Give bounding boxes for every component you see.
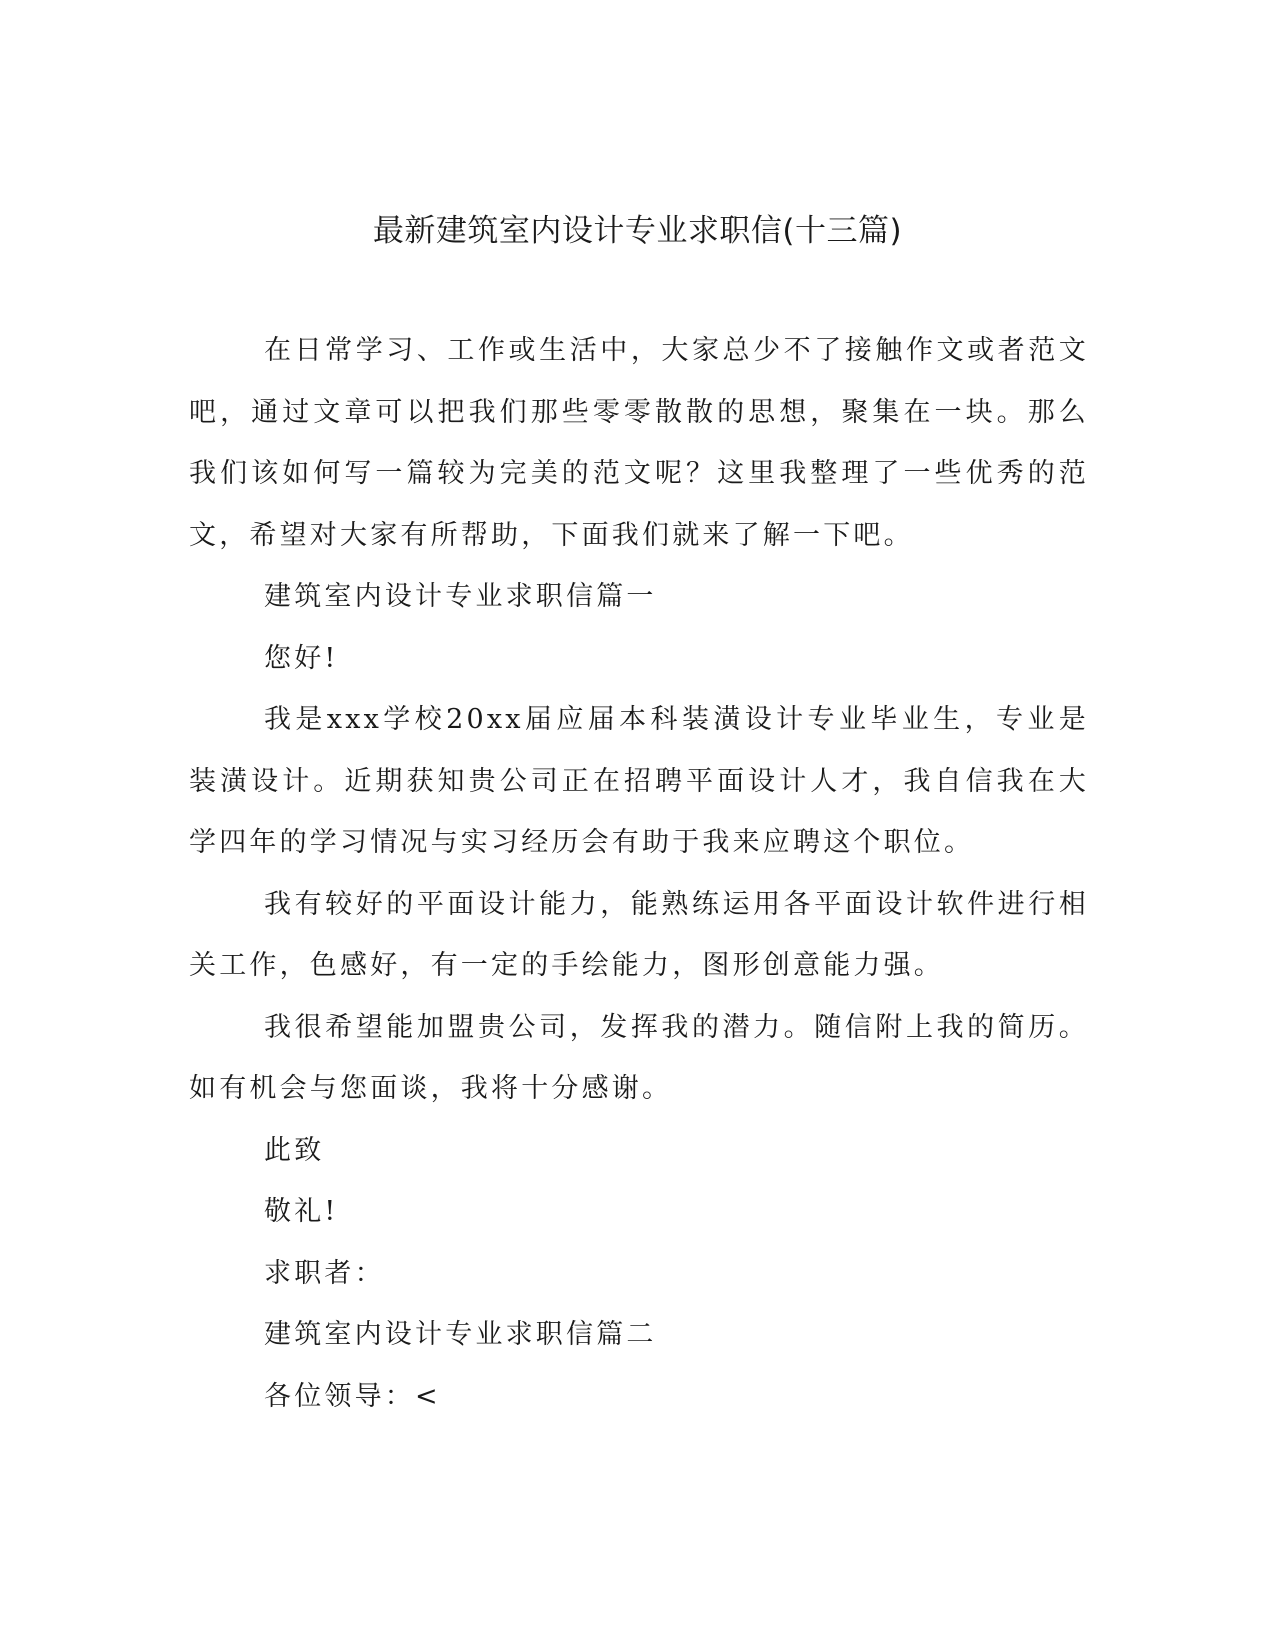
body-paragraph: 我有较好的平面设计能力，能熟练运用各平面设计软件进行相关工作，色感好，有一定的手绘能力，图形创意能力强。 [189,888,1089,981]
greeting: 您好! [264,642,339,674]
body-paragraph: 我很希望能加盟贵公司，发挥我的潜力。随信附上我的简历。如有机会与您面谈，我将十分感谢。 [189,1011,1089,1104]
salutation: 敬礼! [264,1196,339,1227]
body-paragraph: 我是xxx学校20xx届应届本科装潢设计专业毕业生，专业是装潢设计。近期获知贵公司正在招聘平面设计人才，我自信我在大学四年的学习情况与实习经历会有助于我来应聘这个职位。 [189,704,1089,858]
document-body [189,320,1089,1427]
closing-line: 此致 [264,1134,325,1166]
signature-line: 求职者： [264,1257,385,1289]
intro-paragraph: 在日常学习、工作或生活中，大家总少不了接触作文或者范文吧，通过文章可以把我们那些零零散散的思想，聚集在一块。那么我们该如何写一篇较为完美的范文呢？这里我整理了一些优秀的范文，希望对大家有所帮助，下面我们就来了解一下吧。 [189,335,1089,551]
greeting: 各位领导：< [264,1380,441,1412]
document-title: 最新建筑室内设计专业求职信(十三篇) [372,213,903,249]
section-heading-1: 建筑室内设计专业求职信篇一 [264,581,657,612]
section-heading-2: 建筑室内设计专业求职信篇二 [264,1319,657,1350]
